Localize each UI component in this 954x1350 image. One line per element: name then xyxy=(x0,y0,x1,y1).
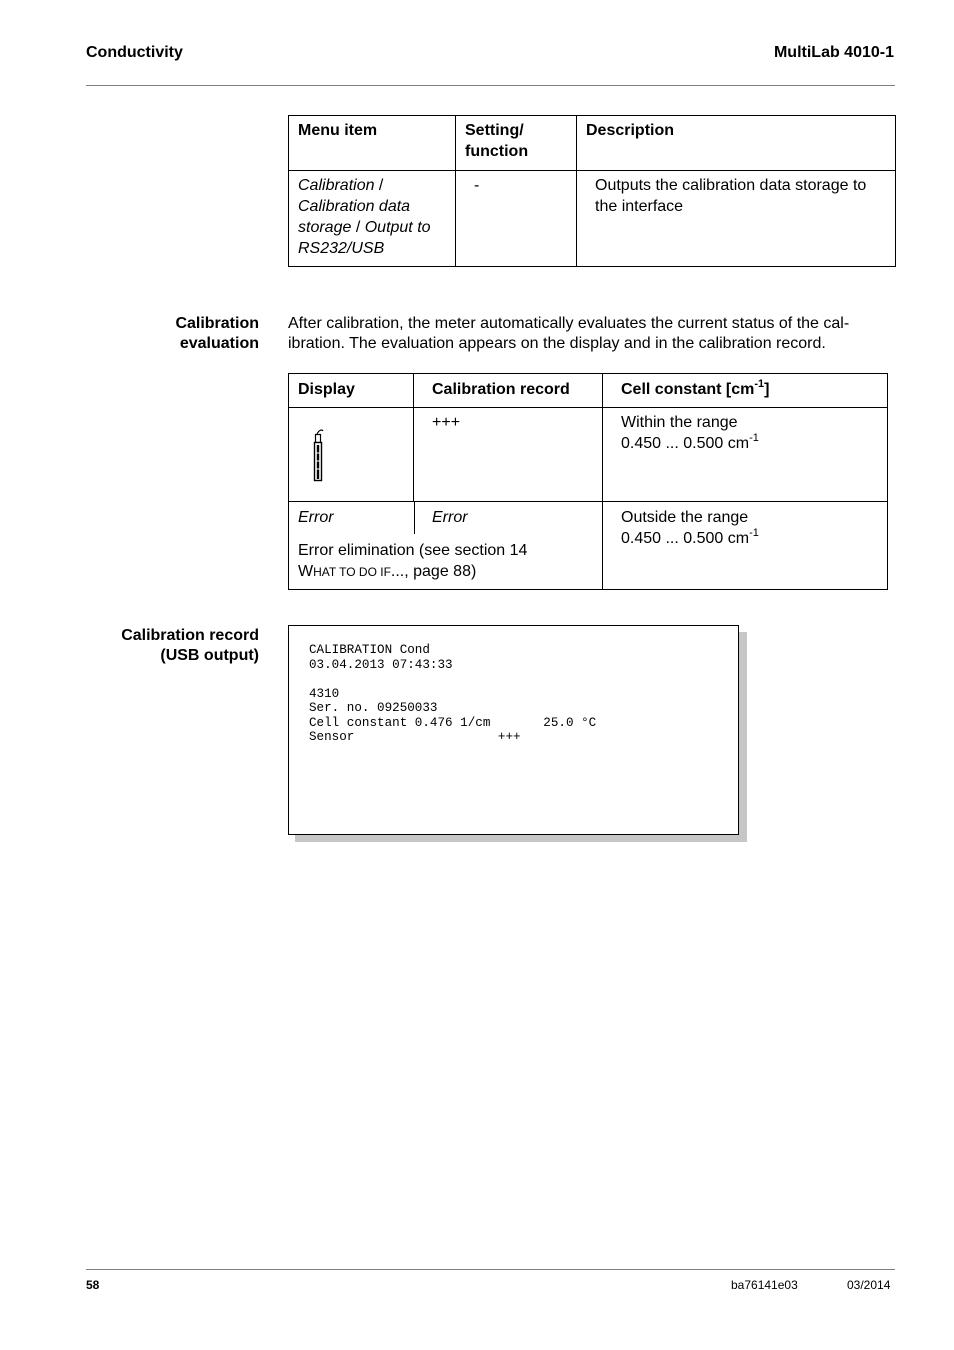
eval-row1-record: +++ xyxy=(414,408,603,502)
calibration-evaluation-text: After calibration, the meter automatically evaluates the current status of the cal-ibration. The evaluation appears on the display and in the calibration record. xyxy=(288,315,850,352)
menu-table-header-description: Description xyxy=(577,116,896,171)
calibration-evaluation-label: Calibration evaluation xyxy=(175,315,259,352)
running-header-product: MultiLab 4010-1 xyxy=(773,44,894,61)
menu-table-cell-description: Outputs the calibration data storage to the interface xyxy=(577,171,896,267)
eval-header-calibration-record: Calibration record xyxy=(414,374,603,408)
eval-row2-partial-divider xyxy=(414,502,415,534)
menu-table xyxy=(288,115,896,267)
running-header-section: Conductivity xyxy=(86,44,183,61)
menu-table-cell-menu-item: Calibration / Calibration data storage / Output to RS232/USB xyxy=(289,171,456,267)
footer-rule xyxy=(86,1269,895,1270)
eval-header-display: Display xyxy=(289,374,414,408)
document-date: 03/2014 xyxy=(847,1278,891,1292)
eval-row1-display xyxy=(289,408,414,502)
header-rule xyxy=(86,85,895,86)
eval-row2-display-and-record xyxy=(289,502,603,590)
document-id: ba76141e03 xyxy=(731,1278,798,1292)
menu-table-header-menu-item: Menu item xyxy=(289,116,456,171)
menu-table-cell-setting: - xyxy=(456,171,577,267)
sensor-probe-icon xyxy=(307,428,329,488)
evaluation-table xyxy=(288,373,888,590)
eval-row2-display: Error xyxy=(298,509,334,526)
eval-row2-cell-constant: Outside the range 0.450 ... 0.500 $cm^{-1}$ xyxy=(603,502,888,590)
page-number: 58 xyxy=(86,1278,100,1292)
calibration-record-label: Calibration record (USB output) xyxy=(121,627,259,664)
calibration-record-printout: CALIBRATION Cond 03.04.2013 07:43:33 4310 Ser. no. 09250033 Cell constant 0.476 1/cm 25.0 °C Sensor +++ xyxy=(309,643,597,744)
calibration-record-box xyxy=(288,625,739,835)
eval-row2-note: Error elimination (see section 14 WHAT TO DO IF..., page 88) xyxy=(298,542,528,580)
eval-header-cell-constant: Cell constant $[cm^{-1}]$ xyxy=(603,374,888,408)
eval-row2-record: Error xyxy=(432,509,468,526)
eval-row1-cell-constant: Within the range 0.450 ... 0.500 $cm^{-1}$ xyxy=(603,408,888,502)
menu-table-header-setting: Setting/ function xyxy=(456,116,577,171)
